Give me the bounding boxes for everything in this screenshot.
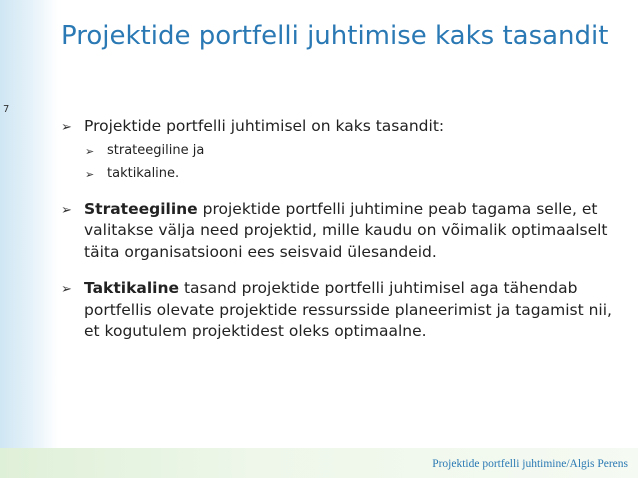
arrowhead-bullet-icon: ➢: [85, 167, 95, 181]
sub-bullet-item-tactical: [61, 164, 621, 184]
sub-bullet-text: strateegiline ja: [107, 142, 205, 158]
slide-title: Projektide portfelli juhtimise kaks tasandit: [61, 21, 609, 51]
bullet-item-tactical: [61, 278, 621, 343]
arrowhead-bullet-icon: ➢: [85, 144, 95, 158]
bold-term: Strateegiline: [84, 199, 198, 218]
bullet-text: tasand projektide portfelli juhtimisel aga tähendab portfellis olevate projektide ressursside planeerimist ja tagamist nii, et kogutulem projektidest oleks optimaalne.: [84, 279, 612, 340]
bullet-list: [61, 116, 621, 343]
bullet-item-intro: [61, 116, 621, 138]
slide-number: 7: [3, 104, 10, 115]
bullet-text: Projektide portfelli juhtimisel on kaks tasandit:: [84, 117, 445, 135]
left-gradient-background: [0, 0, 58, 478]
arrowhead-bullet-icon: ➢: [61, 282, 72, 297]
footer-credit: Projektide portfelli juhtimine/Algis Perens: [432, 458, 628, 470]
bold-term: Taktikaline: [84, 279, 180, 297]
bullet-text: projektide portfelli juhtimine peab tagama selle, et valitakse välja need projektid, mille kaudu on võimalik optimaalselt täita organisatsiooni ees seisvaid ülesandeid.: [84, 199, 608, 261]
sub-bullet-text: taktikaline.: [107, 165, 180, 181]
arrowhead-bullet-icon: ➢: [61, 120, 72, 135]
bullet-item-strategic: [61, 199, 621, 264]
arrowhead-bullet-icon: ➢: [61, 202, 72, 218]
sub-bullet-item-strategic: [61, 141, 621, 161]
